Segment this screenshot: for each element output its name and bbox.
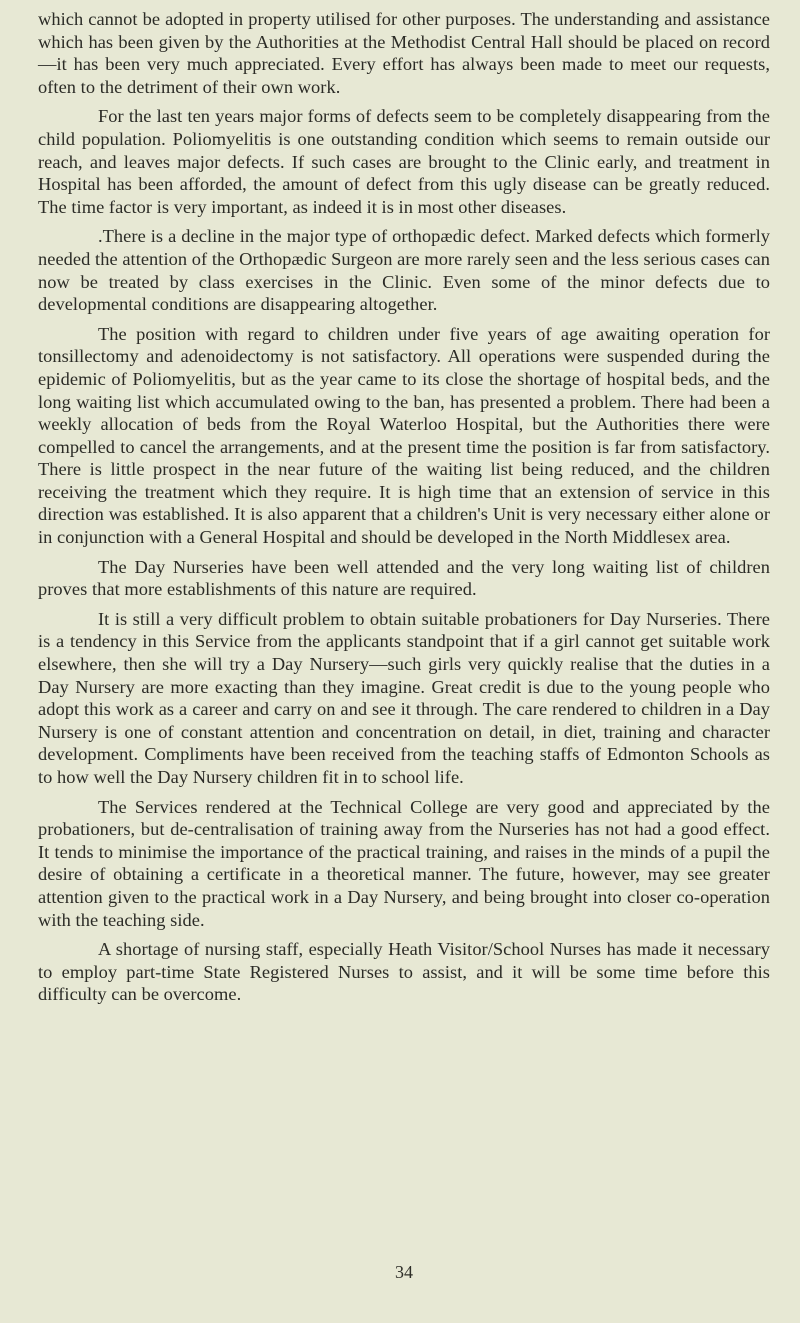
- paragraph-6: It is still a very difficult problem to obtain suitable probationers for Day Nurseries. There is a tendency in this Service from the applicants standpoint that if a girl cannot get suitable work elsewhere, then she will try a Day Nursery—such girls very quickly realise that the duties in a Day Nursery are more exacting than they imagine. Great credit is due to the young people who adopt this work as a career and carry on and see it through. The care rendered to children in a Day Nursery is one of constant attention and concentration on detail, in diet, training and character development. Compliments have been received from the teaching staffs of Edmonton Schools as to how well the Day Nursery children fit in to school life.: [38, 608, 770, 787]
- paragraph-2: For the last ten years major forms of defects seem to be completely disappearing from the child population. Poliomyelitis is one outstanding condition which seems to remain outside our reach, and leaves major defects. If such cases are brought to the Clinic early, and treatment in Hospital has been afforded, the amount of defect from this ugly disease can be greatly reduced. The time factor is very important, as indeed it is in most other diseases.: [38, 106, 770, 217]
- paragraph-7: The Services rendered at the Technical College are very good and appreciated by the probationers, but de-centralisation of training away from the Nurseries has not had a good effect. It tends to minimise the importance of the practical training, and raises in the minds of a pupil the desire of obtaining a certificate in a theoretical manner. The future, however, may see greater attention given to the practical work in a Day Nursery, and being brought into closer co-operation with the teaching side.: [38, 796, 770, 930]
- page-number: 34: [394, 1262, 414, 1282]
- paragraph-3: .There is a decline in the major type of orthopædic defect. Marked defects which formerly needed the attention of the Orthopædic Surgeon are more rarely seen and the less serious cases can now be treated by class exercises in the Clinic. Even some of the minor defects due to developmental conditions are disappearing altogether.: [38, 226, 770, 315]
- paragraph-4: The position with regard to children under five years of age awaiting operation for tonsillectomy and adenoidectomy is not satisfactory. All operations were suspended during the epidemic of Poliomyelitis, but as the year came to its close the shortage of hospital beds, and the long waiting list which accumulated owing to the ban, has presented a problem. There had been a weekly allocation of beds from the Royal Waterloo Hospital, but the Authorities there were compelled to cancel the arrangements, and at the present time the position is far from satisfactory. There is little prospect in the near future of the waiting list being reduced, and the children receiving the treatment which they require. It is high time that an extension of service in this direction was established. It is also apparent that a children's Unit is very necessary either alone or in conjunction with a General Hospital and should be developed in the North Middlesex area.: [38, 323, 770, 548]
- paragraph-5: The Day Nurseries have been well attended and the very long waiting list of children proves that more establishments of this nature are required.: [38, 556, 770, 600]
- paragraph-8: A shortage of nursing staff, especially Heath Visitor/School Nurses has made it necessary to employ part-time State Registered Nurses to assist, and it will be some time before this difficulty can be overcome.: [38, 939, 770, 1005]
- document-page: [38, 8, 770, 1308]
- paragraph-1: which cannot be adopted in property utilised for other purposes. The understanding and assistance which has been given by the Authorities at the Methodist Central Hall should be placed on record—it has been very much appreciated. Every effort has always been made to meet our requests, often to the detriment of their own work.: [38, 9, 770, 97]
